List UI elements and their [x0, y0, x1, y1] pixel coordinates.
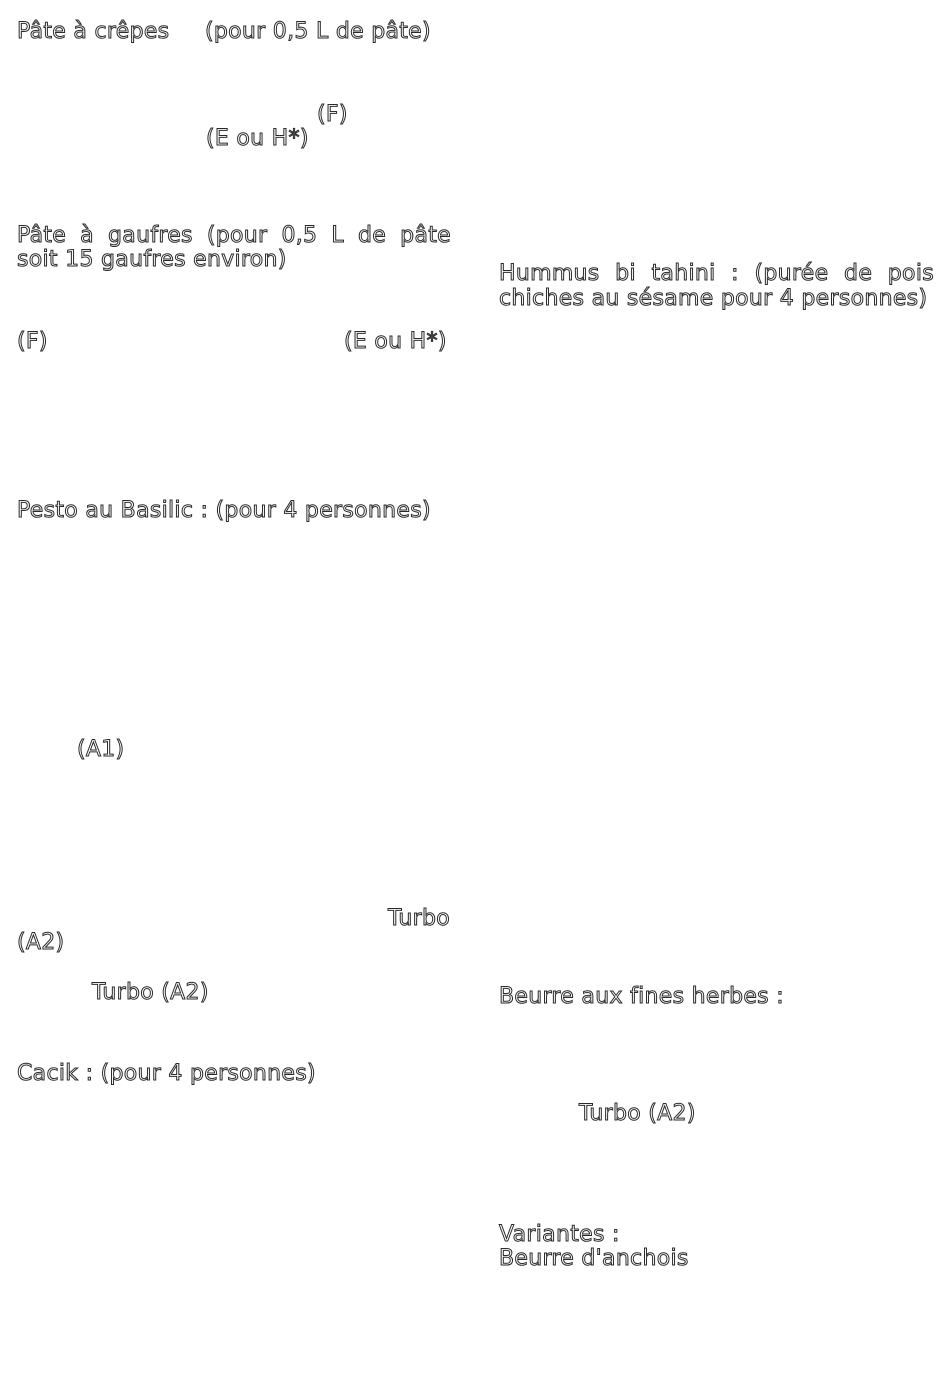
hummus-title-line2: chiches au sésame pour 4 personnes): [499, 286, 928, 311]
crepes-speed-e-h: (E ou H*): [206, 126, 309, 151]
pesto-speed-a1: (A1): [77, 737, 125, 762]
gaufres-title-line1: Pâte à gaufres (pour 0,5 L de pâte: [17, 223, 451, 248]
hummus-title-line1: Hummus bi tahini : (purée de pois: [499, 261, 934, 286]
crepes-title: Pâte à crêpes: [17, 19, 170, 44]
beurre-title: Beurre aux fines herbes :: [499, 984, 784, 1009]
cacik-title: Cacik : (pour 4 personnes): [17, 1061, 316, 1086]
crepes-speed-f: (F): [317, 102, 348, 127]
gaufres-title-line2: soit 15 gaufres environ): [17, 247, 287, 272]
beurre-turbo-a2: Turbo (A2): [579, 1101, 696, 1126]
pesto-turbo-a2: Turbo (A2): [92, 980, 209, 1005]
variantes-item: Beurre d'anchois: [499, 1246, 689, 1271]
gaufres-speed-e-h: (E ou H*): [344, 329, 447, 354]
pesto-speed-a2: (A2): [17, 930, 65, 955]
pesto-turbo: Turbo: [388, 906, 451, 931]
variantes-label: Variantes :: [499, 1222, 620, 1247]
crepes-quantity: (pour 0,5 L de pâte): [205, 19, 431, 44]
gaufres-speed-f: (F): [17, 329, 48, 354]
pesto-title: Pesto au Basilic : (pour 4 personnes): [17, 498, 431, 523]
